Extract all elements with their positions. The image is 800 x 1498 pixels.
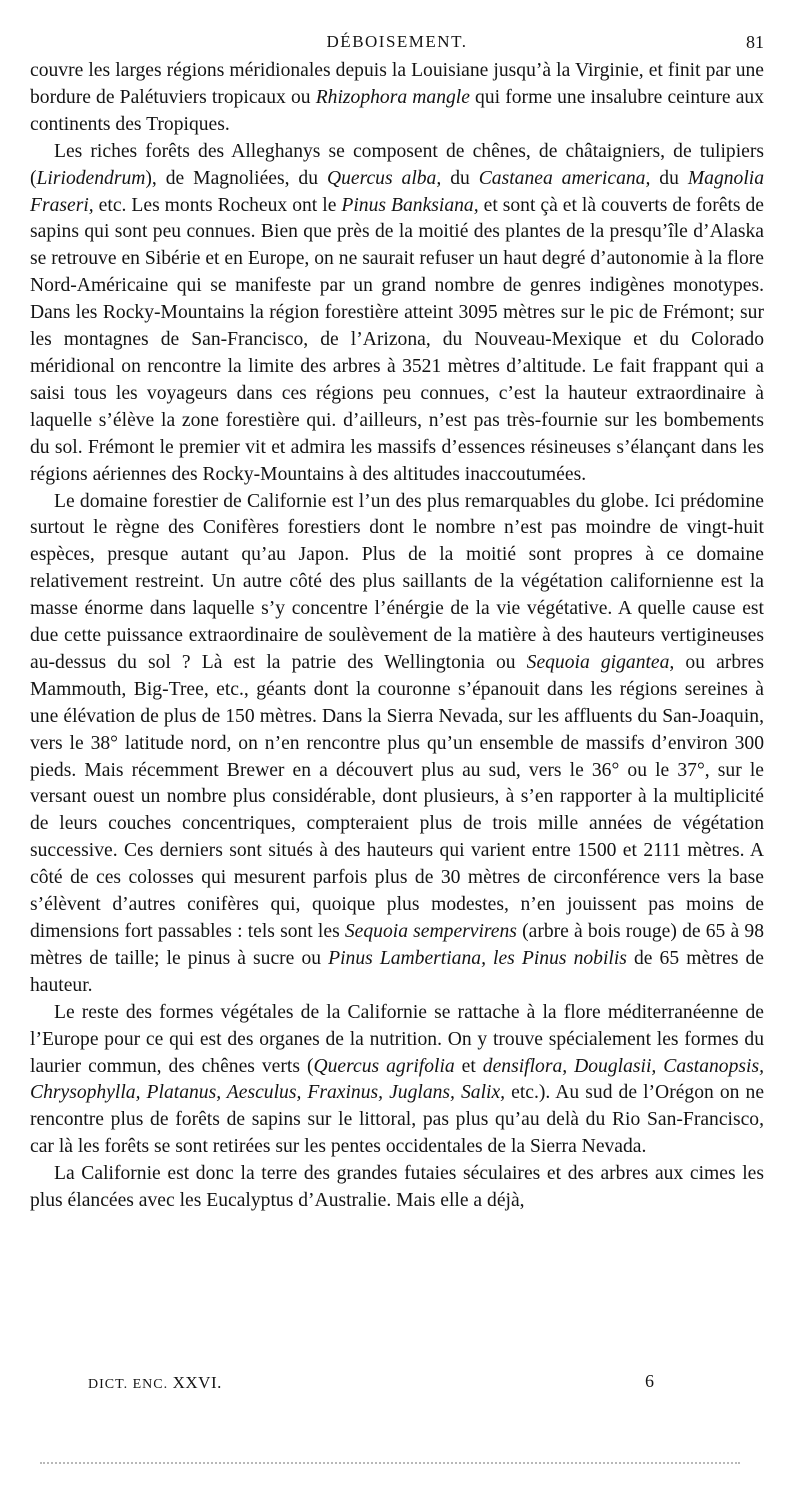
text-run: et sont çà et là couverts de forêts de sapins qui sont peu connues. Bien que près de la moitié des plantes de la presqu’île d’Alaska se retrouve en Sibérie et en Europe, on ne saurait refuser un haut degré d’autonomie à la flore Nord-Américaine qui se manifeste par un grand nombre de genres indigènes monotypes. Dans les Rocky-Mountains la région forestière atteint 3095 mètres sur le pic de Frémont; sur les montagnes de San-Francisco, de l’Arizona, du Nouveau-Mexique et du Colorado méridional on rencontre la limite des arbres à 3521 mètres d’altitude. Le fait frappant qui a saisi tous les voyageurs dans ces régions peu connues, c’est la hauteur extraordinaire à laquelle s’élève la zone forestière qui. d’ailleurs, n’est pas très-fournie sur les bombements du sol. Frémont le premier vit et admira les massifs d’essences résineuses s’élançant dans les régions aériennes des Rocky-Mountains à des altitudes inaccoutumées. [30,194,765,485]
text-run: couvre les larges régions méridionales depuis la Louisiane jusqu’à la Virginie, et finit par une bordure de Palétuviers tropicaux ou [30,60,764,108]
italic-text: Pinus Banksiana, [341,194,479,216]
page-number: 81 [746,32,764,52]
text-run: Les riches forêts des Alleghanys se composent de chênes, de châtaigniers, de tulipiers ( [30,140,764,189]
italic-text: Sequoia sempervirens [344,921,517,942]
italic-text: Sequoia gigantea, [526,651,675,673]
italic-text: Liriodendrum [36,167,146,189]
paragraph [30,489,764,1000]
sheet-number: 6 [645,1371,654,1391]
italic-text: Castanea americana, [478,167,651,189]
paragraph [30,1000,764,1161]
book-page [30,30,764,1215]
italic-text: Magnolia Fraseri, [30,167,765,216]
paragraph [30,139,764,489]
text-run: etc.). Au sud de l’Orégon on ne rencontre plus de forêts de sapins sur le littoral, pas plus qu’au delà du Rio San-Francisco, car là les forêts se sont retirées sur les pentes occidentales de la Sierra Nevada. [30,1082,765,1158]
paragraph [30,58,764,139]
text-run: du [441,167,479,189]
text-run: et [454,1055,483,1077]
italic-text: Rhizophora mangle [315,86,470,108]
italic-text: Quercus alba, [326,167,442,189]
text-run: Le reste des formes végétales de la Californie se rattache à la flore méditerranéenne de l’Europe pour ce qui est des organes de la nutrition. On y trouve spécialement les formes du laurier commun, des chênes verts ( [30,1001,764,1077]
italic-text: Quercus agrifolia [313,1055,455,1077]
signature-label: DICT. ENC. [88,1377,169,1392]
italic-text: densiflora, Douglasii, Castanopsis, Chrysophylla, Platanus, Aesculus, Fraxinus, Juglans, Salix, [30,1055,764,1104]
text-run: (arbre à bois rouge) de 65 à 98 mètres de taille; le pinus à sucre ou [30,921,764,969]
text-run: Le domaine forestier de Californie est l’un des plus remarquables du globe. Ici prédomine surtout le règne des Conifères forestiers dont le nombre n’est pas moindre de vingt-huit espèces, presque autant qu’au Japon. Plus de la moitié sont propres à ce domaine relativement restreint. Un autre côté des plus saillants de la végétation californienne est la masse énorme dans laquelle s’y concentre l’énérgie de la vie végétative. A quelle cause est due cette puissance extraordinaire de soulèvement de la matière à des hauteurs vertigineuses au-dessus du sol ? Là est la patrie des Wellingtonia ou [30,490,764,673]
printer-signature [88,1373,222,1393]
paragraph [30,1161,764,1215]
text-run: ), de Magnoliées, du [145,167,327,189]
text-run: ou arbres Mammouth, Big-Tree, etc., géants dont la couronne s’épanouit dans les régions sereines à une élévation de plus de 150 mètres. Dans la Sierra Nevada, sur les affluents du San-Joaquin, vers le 38° latitude nord, on n’en rencontre plus qu’un ensemble de massifs d’environ 300 pieds. Mais récemment Brewer en a découvert plus au sud, vers le 36° ou le 37°, sur le versant ouest un nombre plus considérable, dont plusieurs, à s’en rapporter à la multiplicité de leurs couches concentriques, compteraient plus de trois mille années de végétation successive. Ces derniers sont situés à des hauteurs qui varient entre 1500 et 2111 mètres. A côté de ces colosses qui mesurent parfois plus de 30 mètres de circonférence vers la base s’élèvent d’autres conifères qui, quoique plus modestes, n’en jouissent pas moins de dimensions fort passables : tels sont les [30,651,764,942]
text-run: qui forme une insalubre ceinture aux continents des Tropiques. [30,86,764,135]
page-title: DÉBOISEMENT. [326,32,468,51]
body-text [30,58,764,1215]
text-run: du [650,167,688,189]
text-run: de 65 mètres de hauteur. [30,947,765,996]
text-run: La Californie est donc la terre des grandes futaies séculaires et des arbres aux cimes les plus élancées avec les Eucalyptus d’Australie. Mais elle a déjà, [30,1163,764,1212]
volume-number: XXVI. [172,1373,222,1392]
italic-text: Pinus Lambertiana, les Pinus nobilis [328,947,627,969]
page-edge-artifact [40,1462,740,1467]
text-run: etc. Les monts Rocheux ont le [93,194,342,216]
running-head [30,30,764,58]
